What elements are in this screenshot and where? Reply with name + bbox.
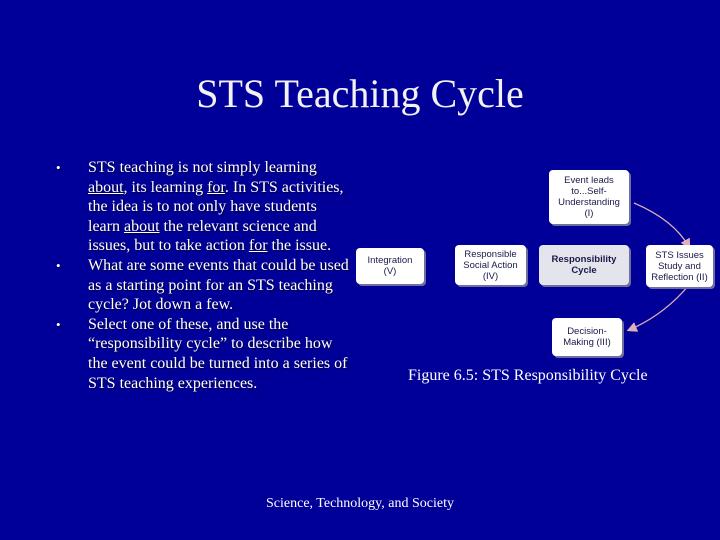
bullet-text: the issue. — [267, 237, 332, 255]
bullet-text: . In STS activities, the idea is to not only have students learn — [88, 178, 344, 235]
underlined-word: about — [123, 217, 160, 235]
bullet-dot-icon: • — [56, 316, 61, 332]
social-action-box: Responsible Social Action (IV) — [455, 245, 526, 285]
underlined-word: about — [88, 178, 124, 196]
underlined-word: for — [248, 237, 268, 255]
arrow-issues-to-decision — [629, 285, 689, 330]
bullet-list — [52, 158, 352, 393]
integration-box: Integration (V) — [356, 248, 424, 284]
bullet-item-1 — [52, 158, 352, 256]
responsibility-cycle-diagram — [354, 165, 720, 365]
bullet-text: Select one of these, and use the “responsibility cycle” to describe how the event could be turned into a series of STS teaching experiences. — [88, 315, 348, 392]
footer-text: Science, Technology, and Society — [266, 496, 454, 511]
event-self-understanding-box: Event leads to...Self- Understanding (I) — [549, 170, 629, 224]
bullet-text: STS teaching is not simply learning — [88, 159, 317, 176]
responsibility-cycle-center-box: Responsibility Cycle — [539, 245, 629, 285]
arrow-event-to-issues — [634, 203, 689, 247]
bullet-text: What are some events that could be used as a starting point for an STS teaching cycle? Jot down a few. — [88, 256, 349, 314]
decision-making-box: Decision- Making (III) — [552, 318, 622, 356]
bullet-dot-icon: • — [56, 160, 61, 175]
issues-study-box: STS Issues Study and Reflection (II) — [646, 245, 713, 287]
figure-caption: Figure 6.5: STS Responsibility Cycle — [408, 367, 648, 384]
bullet-dot-icon: • — [56, 257, 61, 273]
slide-title: STS Teaching Cycle — [196, 71, 524, 116]
bullet-item-2 — [52, 256, 352, 315]
bullet-text: , its learning — [123, 178, 208, 196]
bullet-item-3 — [52, 315, 352, 393]
bullet-text: the relevant science and issues, but to take action — [88, 217, 317, 255]
underlined-word: for — [207, 178, 225, 196]
